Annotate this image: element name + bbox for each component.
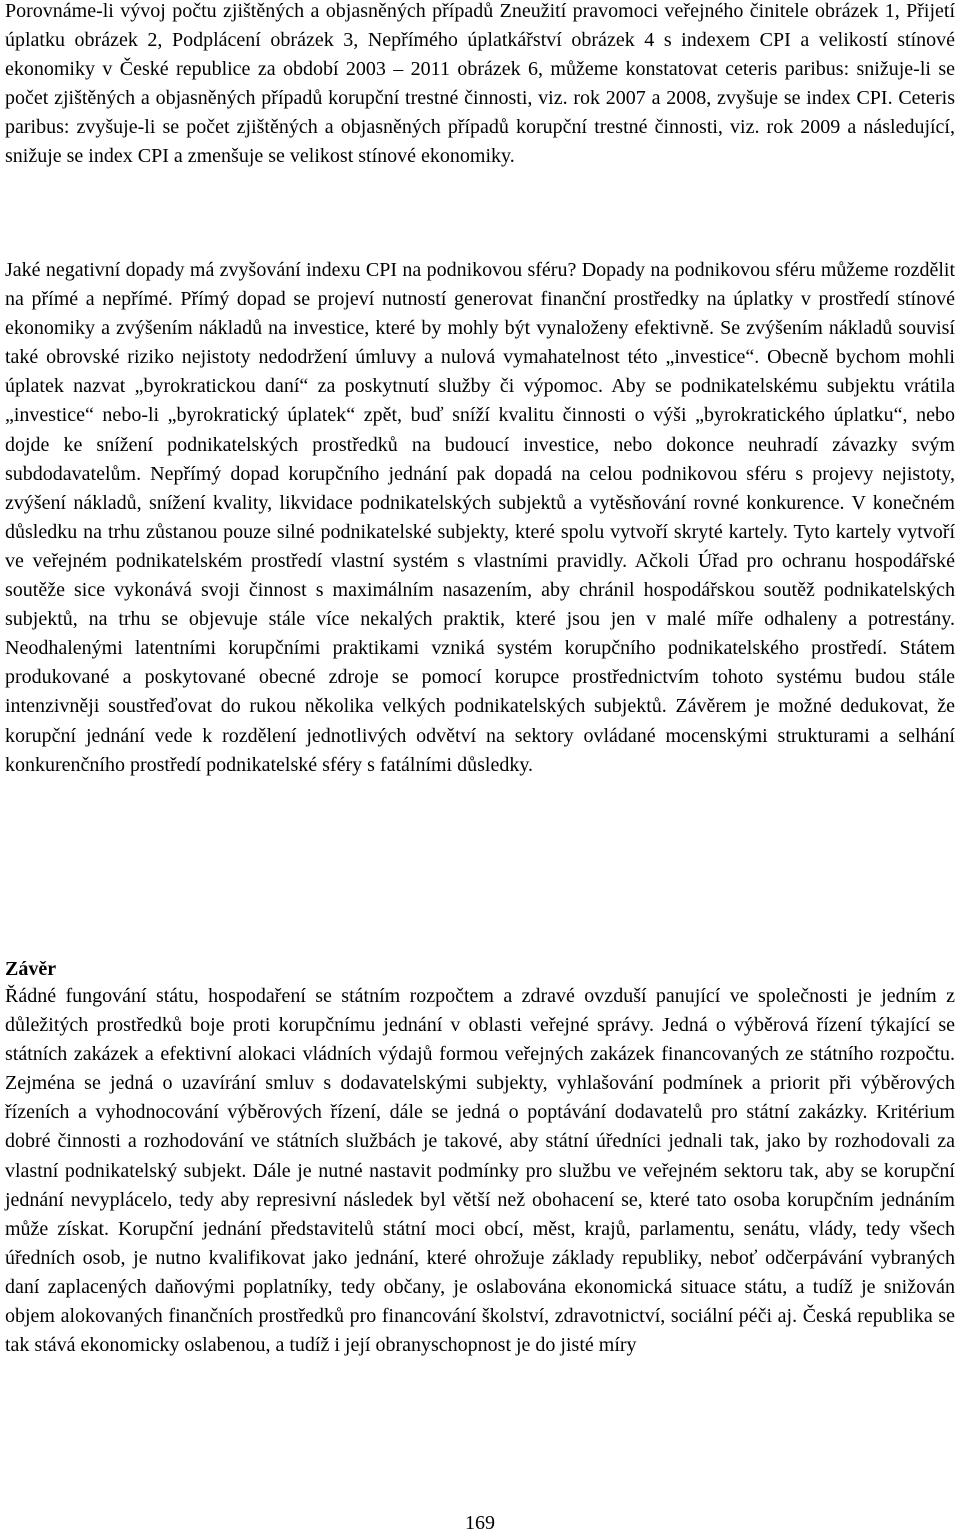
- paragraph-cpi-comparison: Porovnáme-li vývoj počtu zjištěných a objasněných případů Zneužití pravomoci veřejného činitele obrázek 1, Přijetí úplatku obrázek 2, Podplácení obrázek 3, Nepřímého úplatkářství obrázek 4 s indexem CPI a velikostí stínové ekonomiky v České republice za období 2003 – 2011 obrázek 6, můžeme konstatovat ceteris paribus: snižuje-li se počet zjištěných a objasněných případů korupční trestné činnosti, viz. rok 2007 a 2008, zvyšuje se index CPI. Ceteris paribus: zvyšuje-li se počet zjištěných a objasněných případů korupční trestné činnosti, viz. rok 2009 a následující, snižuje se index CPI a zmenšuje se velikost stínové ekonomiky.: [5, 0, 955, 168]
- page-number: 169: [465, 1512, 495, 1534]
- paragraph-conclusion: Řádné fungování státu, hospodaření se státním rozpočtem a zdravé ovzduší panující ve společnosti je jedním z důležitých prostředků boje proti korupčnímu jednání v oblasti veřejné správy. Jedná o výběrová řízení týkající se státních zakázek a efektivní alokaci vládních výdajů formou veřejných zakázek financovaných ze státního rozpočtu. Zejména se jedná o uzavírání smluv s dodavatelskými subjekty, vyhlašování podmínek a priorit při výběrových řízeních a vyhodnocování výběrových řízení, dále se jedná o poptávání dodavatelů pro státní zakázky. Kritérium dobré činnosti a rozhodování ve státních službách je takové, aby státní úředníci jednali tak, jako by rozhodovali za vlastní podnikatelský subjekt. Dále je nutné nastavit podmínky pro službu ve veřejném sektoru tak, aby se korupční jednání nevyplácelo, tedy aby represivní následek byl větší než obohacení se, které tato osoba korupčním jednáním může získat. Korupční jednání představitelů státní moci obcí, měst, krajů, parlamentu, senátu, vlády, tedy všech úředních osob, je nutno kvalifikovat jako jednání, které ohrožuje základy republiky, neboť odčerpávání vybraných daní zaplacených daňovými poplatníky, tedy občany, je oslabována ekonomická situace státu, a tudíž je snižován objem alokovaných finančních prostředků pro financování školství, zdravotnictví, sociální péči aj. Česká republika se tak stává ekonomicky oslabenou, a tudíž i její obranyschopnost je do jisté míry: [5, 985, 955, 1357]
- section-heading-conclusion: Závěr: [5, 958, 57, 980]
- paragraph-negative-impacts: Jaké negativní dopady má zvyšování indexu CPI na podnikovou sféru? Dopady na podnikovou sféru můžeme rozdělit na přímé a nepřímé. Přímý dopad se projeví nutností generovat finanční prostředky na úplatky v prostředí stínové ekonomiky a zvýšením nákladů na investice, které by mohly být vynaloženy efektivně. Se zvýšením nákladů souvisí také obrovské riziko nejistoty nedodržení úmluvy a nulová vymahatelnost této „investice“. Obecně bychom mohli úplatek nazvat „byrokratickou daní“ za poskytnutí služby či výpomoc. Aby se podnikatelskému subjektu vrátila „investice“ nebo-li „byrokratický úplatek“ zpět, buď sníží kvalitu činnosti o výši „byrokratického úplatku“, nebo dojde ke snížení podnikatelských prostředků na budoucí investice, nebo dokonce neuhradí závazky svým subdodavatelům. Nepřímý dopad korupčního jednání pak dopadá na celou podnikovou sféru s projevy nejistoty, zvýšení nákladů, snížení kvality, likvidace podnikatelských subjektů a vytěsňování rovné konkurence. V konečném důsledku na trhu zůstanou pouze silné podnikatelské subjekty, které spolu vytvoří skryté kartely. Tyto kartely vytvoří ve veřejném podnikatelském prostředí vlastní systém s vlastními pravidly. Ačkoli Úřad pro ochranu hospodářské soutěže sice vykonává svoji činnost s maximálním nasazením, aby chránil hospodářskou soutěž podnikatelských subjektů, na trhu se objevuje stále více nekalých praktik, které jsou jen v malé míře odhaleny a potrestány. Neodhalenými latentními korupčními praktikami vzniká systém korupčního podnikatelského prostředí. Státem produkované a poskytované obecné zdroje se pomocí korupce prostřednictvím tohoto systému budou stále intenzivněji soustřeďovat do rukou několika velkých podnikatelských subjektů. Závěrem je možné dedukovat, že korupční jednání vede k rozdělení jednotlivých odvětví na sektory ovládané mocenskými strukturami a selhání konkurenčního prostředí podnikatelské sféry s fatálními důsledky.: [5, 259, 955, 776]
